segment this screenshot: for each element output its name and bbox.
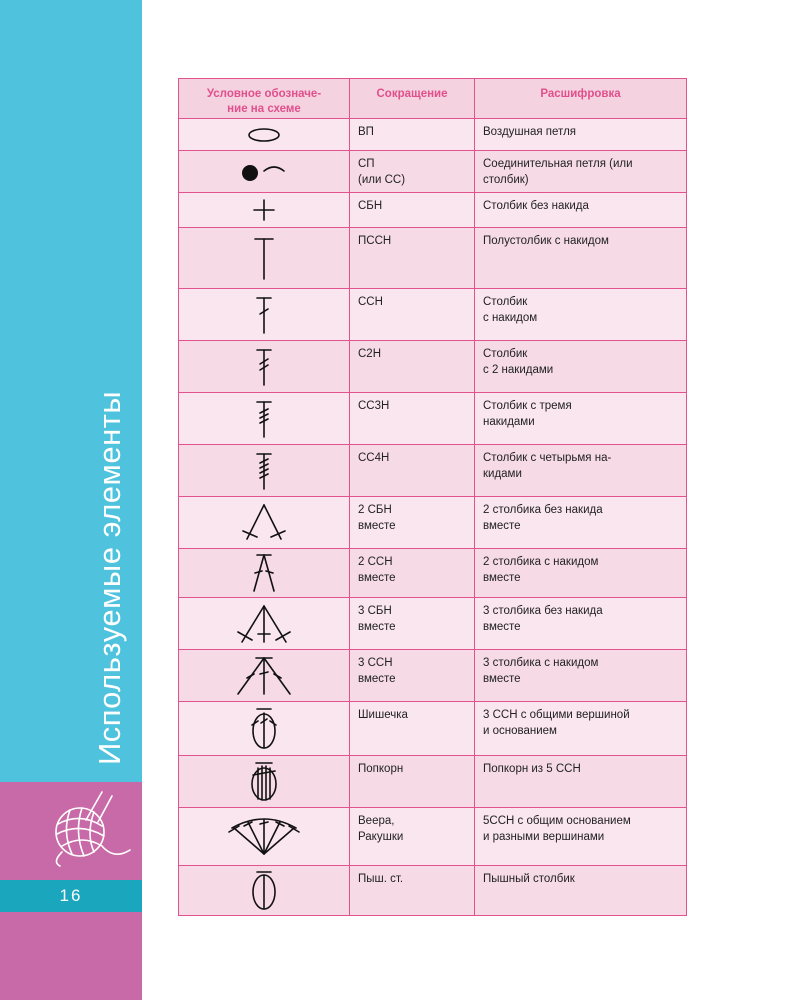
abbr-cell: Шишечка [350,702,475,756]
single-crochet-icon [249,197,279,223]
abbr-cell: Веера, Ракушки [350,808,475,866]
table-row [179,289,687,341]
table-row [179,756,687,808]
meaning-cell: Столбик без накида [475,193,687,228]
treble-crochet-icon [249,345,279,389]
bobble-icon [244,705,284,753]
meaning-cell: 3 ССН с общими вершиной и основанием [475,702,687,756]
meaning-cell: 2 столбика без накида вместе [475,497,687,549]
meaning-cell: Столбик с четырьмя на- кидами [475,445,687,497]
table-row [179,119,687,151]
table-row [179,549,687,598]
abbr-cell: ВП [350,119,475,151]
abbr-cell: СБН [350,193,475,228]
meaning-cell: Пышный столбик [475,866,687,916]
table-row [179,151,687,193]
sc3tog-icon [234,602,294,646]
abbr-cell: СС3Н [350,393,475,445]
meaning-cell: 3 столбика с накидом вместе [475,650,687,702]
abbr-cell: 3 ССН вместе [350,650,475,702]
meaning-cell: Столбик с накидом [475,289,687,341]
dc2tog-icon [244,551,284,595]
dc3tog-icon [232,654,296,698]
yarn-ball-icon [42,790,132,870]
page-number: 16 [59,886,83,905]
chain-stitch-icon [244,125,284,145]
abbr-cell: СС4Н [350,445,475,497]
table-row [179,650,687,702]
symbols-table [178,78,687,916]
table-row [179,808,687,866]
meaning-cell: 2 столбика с накидом вместе [475,549,687,598]
half-double-crochet-icon [249,233,279,283]
header-abbr: Сокращение [350,79,475,119]
abbr-cell: Попкорн [350,756,475,808]
meaning-cell: Воздушная петля [475,119,687,151]
meaning-cell: Столбик с тремя накидами [475,393,687,445]
table-row [179,598,687,650]
abbr-cell: СП (или СС) [350,151,475,193]
abbr-cell: 3 СБН вместе [350,598,475,650]
sc2tog-icon [239,501,289,545]
sidebar-title: Используемые элементы [92,390,127,765]
triple-treble-crochet-icon [249,449,279,493]
meaning-cell: Попкорн из 5 ССН [475,756,687,808]
header-meaning: Расшифровка [475,79,687,119]
double-crochet-icon [249,293,279,337]
shell-fan-icon [226,814,302,860]
table-row [179,866,687,916]
abbr-cell: 2 СБН вместе [350,497,475,549]
abbr-cell: С2Н [350,341,475,393]
table-row [179,445,687,497]
abbr-cell: ПССН [350,228,475,289]
table-row [179,497,687,549]
meaning-cell: Соединительная петля (или столбик) [475,151,687,193]
header-symbol: Условное обозначе- ние на схеме [179,79,350,119]
double-treble-crochet-icon [249,397,279,441]
table-row [179,193,687,228]
meaning-cell: 3 столбика без накида вместе [475,598,687,650]
table-row [179,228,687,289]
abbr-cell: ССН [350,289,475,341]
popcorn-icon [244,759,284,805]
meaning-cell: Полустолбик с накидом [475,228,687,289]
table-row [179,393,687,445]
slip-stitch-icon [234,157,294,187]
abbr-cell: 2 ССН вместе [350,549,475,598]
meaning-cell: Столбик с 2 накидами [475,341,687,393]
puff-stitch-icon [244,869,284,913]
meaning-cell: 5ССН с общим основанием и разными вершинами [475,808,687,866]
abbr-cell: Пыш. ст. [350,866,475,916]
table-row [179,702,687,756]
table-header-row [179,79,687,119]
table-row [179,341,687,393]
